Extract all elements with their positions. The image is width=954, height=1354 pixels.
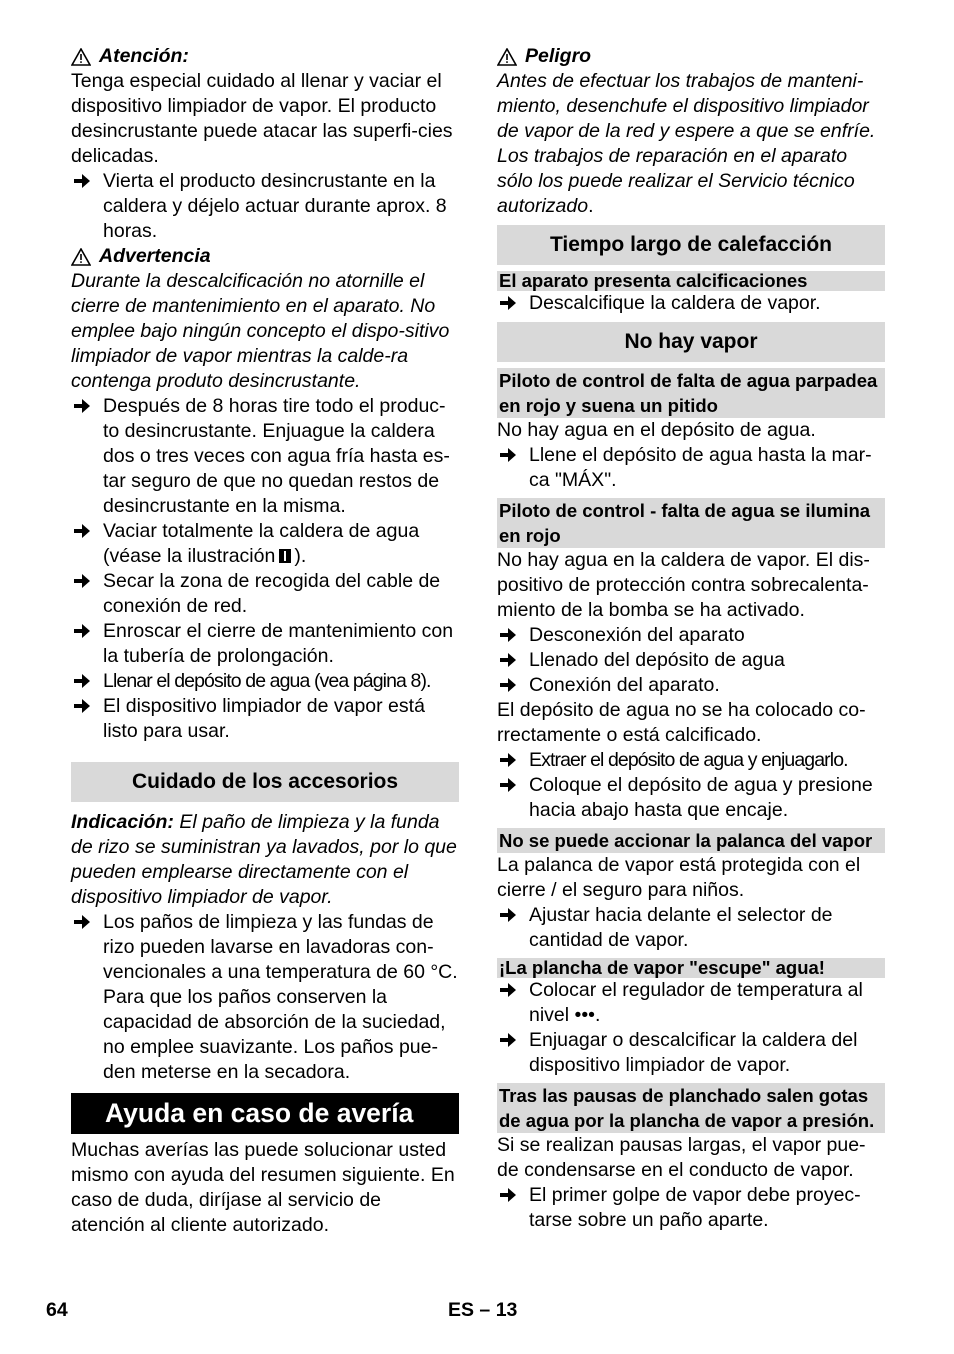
step-text: Vaciar totalmente la caldera de agua (véase la ilustración [103, 520, 420, 567]
step-item [497, 773, 885, 823]
step-item [71, 519, 459, 569]
attention-text: Tenga especial cuidado al llenar y vaciar el dispositivo limpiador de vapor. El producto desincrustante puede atacar las superfi-cies delicadas. [71, 70, 453, 167]
warning-notice [71, 244, 459, 269]
step-item [497, 1183, 885, 1233]
step-text: Coloque el depósito de agua y presione hacia abajo hasta que encaje. [529, 774, 873, 821]
step-item [497, 623, 885, 648]
step-text: Desconexión del aparato [529, 624, 745, 646]
arrow-right-icon [499, 291, 519, 316]
subheading-drops: Tras las pausas de planchado salen gotas de agua por la plancha de vapor a presión. [497, 1083, 885, 1133]
lever-text: La palanca de vapor está protegida con el cierre / el seguro para niños. [497, 854, 861, 901]
subheading-spit: ¡La plancha de vapor "escupe" agua! [497, 958, 885, 978]
step-text: Llenado del depósito de agua [529, 649, 785, 671]
step-text-end: ). [294, 545, 307, 567]
section-heading-care: Cuidado de los accesorios [71, 762, 459, 802]
arrow-right-icon [73, 910, 93, 935]
section-heading-heat: Tiempo largo de calefacción [497, 225, 885, 265]
subheading-pilot-blinking: Piloto de control de falta de agua parpadea en rojo y suena un pitido [497, 368, 885, 418]
step-item [71, 910, 459, 1085]
note-text: El paño de limpieza y la funda de rizo se suministran ya lavados, por lo que pueden emplearse directamente con el dispositivo limpiador de vapor. [71, 811, 457, 908]
arrow-right-icon [73, 669, 93, 694]
arrow-right-icon [499, 1183, 519, 1208]
arrow-right-icon [499, 773, 519, 798]
step-item [71, 619, 459, 669]
step-item [497, 648, 885, 673]
warning-text: Durante la descalcificación no atornille el cierre de mantenimiento en el aparato. No emplee bajo ningún concepto el dispo-sitivo limpiador de vapor mientras la calde-ra contenga produto desincrustante. [71, 270, 450, 392]
arrow-right-icon [499, 1028, 519, 1053]
step-text: El primer golpe de vapor debe proyec-tarse sobre un paño aparte. [529, 1184, 861, 1231]
arrow-right-icon [499, 903, 519, 928]
attention-label: Atención: [99, 45, 189, 67]
section-heading-no-steam: No hay vapor [497, 322, 885, 362]
subheading-pilot-red: Piloto de control - falta de agua se ilumina en rojo [497, 498, 885, 548]
help-text: Muchas averías las puede solucionar usted mismo con ayuda del resumen siguiente. En caso de duda, diríjase al servicio de atención al cliente autorizado. [71, 1139, 455, 1236]
arrow-right-icon [499, 648, 519, 673]
arrow-right-icon [73, 394, 93, 419]
arrow-right-icon [73, 169, 93, 194]
figure-reference-icon [279, 549, 291, 563]
arrow-right-icon [499, 978, 519, 1003]
arrow-right-icon [73, 694, 93, 719]
step-text: Llene el depósito de agua hasta la mar-ca "MÁX". [529, 444, 872, 491]
danger-end: . [588, 195, 594, 217]
step-item [497, 443, 885, 493]
warning-triangle-icon [497, 48, 517, 66]
step-text: Colocar el regulador de temperatura al nivel •••. [529, 979, 863, 1026]
subheading-lever: No se puede accionar la palanca del vapor [497, 828, 885, 853]
warning-triangle-icon [71, 48, 91, 66]
step-text: Ajustar hacia delante el selector de cantidad de vapor. [529, 904, 833, 951]
pilot2-text: No hay agua en la caldera de vapor. El dis-positivo de protección contra sobrecalenta-miento de la bomba se ha activado. [497, 549, 870, 621]
warning-triangle-icon [71, 248, 91, 266]
left-column [71, 44, 459, 1238]
chapter-heading-help: Ayuda en caso de avería [71, 1093, 459, 1134]
step-item [71, 394, 459, 519]
note-label: Indicación: [71, 811, 174, 833]
attention-notice [71, 44, 459, 69]
step-item [497, 903, 885, 953]
step-item [497, 673, 885, 698]
step-item [71, 694, 459, 744]
pilot2-text-2: El depósito de agua no se ha colocado co-rrectamente o está calcificado. [497, 699, 866, 746]
step-text: Enroscar el cierre de mantenimiento con la tubería de prolongación. [103, 620, 454, 667]
step-text: Extraer el depósito de agua y enjuagarlo. [529, 749, 848, 771]
arrow-right-icon [499, 673, 519, 698]
step-text: Descalcifique la caldera de vapor. [529, 292, 821, 314]
step-text: Secar la zona de recogida del cable de conexión de red. [103, 570, 441, 617]
step-text: Después de 8 horas tire todo el produc-to desincrustante. Enjuague la caldera dos o tres veces con agua fría hasta es-tar seguro de que no quedan restos de desincrustante en la misma. [103, 395, 450, 517]
step-text: Los paños de limpieza y las fundas de rizo pueden lavarse en lavadoras con-vencionales a una temperatura de 60 °C. Para que los paños conserven la capacidad de absorción de la suciedad, no emplee suavizante. Los paños pue-den meterse en la secadora. [103, 911, 458, 1083]
section-page-label: ES – 13 [448, 1299, 518, 1321]
step-item [497, 978, 885, 1028]
step-item [71, 569, 459, 619]
step-item [497, 291, 885, 316]
step-text: Conexión del aparato. [529, 674, 720, 696]
danger-label: Peligro [525, 45, 592, 67]
step-text: Enjuagar o descalcificar la caldera del dispositivo limpiador de vapor. [529, 1029, 858, 1076]
step-text: Llenar el depósito de agua (vea página 8). [103, 670, 431, 692]
arrow-right-icon [499, 748, 519, 773]
danger-notice [497, 44, 885, 69]
step-item [497, 1028, 885, 1078]
note-paragraph [71, 810, 459, 910]
danger-text: Antes de efectuar los trabajos de manteni-miento, desenchufe el dispositivo limpiador de vapor de la red y espere a que se enfríe. Los trabajos de reparación en el aparato sólo los puede realizar el Servicio técnico autorizado [497, 70, 876, 217]
right-column [497, 44, 885, 1233]
arrow-right-icon [499, 443, 519, 468]
pilot1-text: No hay agua en el depósito de agua. [497, 419, 816, 441]
warning-label: Advertencia [99, 245, 211, 267]
arrow-right-icon [73, 569, 93, 594]
arrow-right-icon [73, 619, 93, 644]
danger-paragraph [497, 69, 885, 219]
step-item [71, 669, 459, 694]
step-text: Vierta el producto desincrustante en la caldera y déjelo actuar durante aprox. 8 horas. [103, 170, 447, 242]
step-item [71, 169, 459, 244]
arrow-right-icon [73, 519, 93, 544]
page-number: 64 [46, 1299, 68, 1321]
arrow-right-icon [499, 623, 519, 648]
step-text: El dispositivo limpiador de vapor está listo para usar. [103, 695, 425, 742]
drops-text: Si se realizan pausas largas, el vapor pue-de condensarse en el conducto de vapor. [497, 1134, 866, 1181]
step-item [497, 748, 885, 773]
subheading-calcification: El aparato presenta calcificaciones [497, 271, 885, 291]
